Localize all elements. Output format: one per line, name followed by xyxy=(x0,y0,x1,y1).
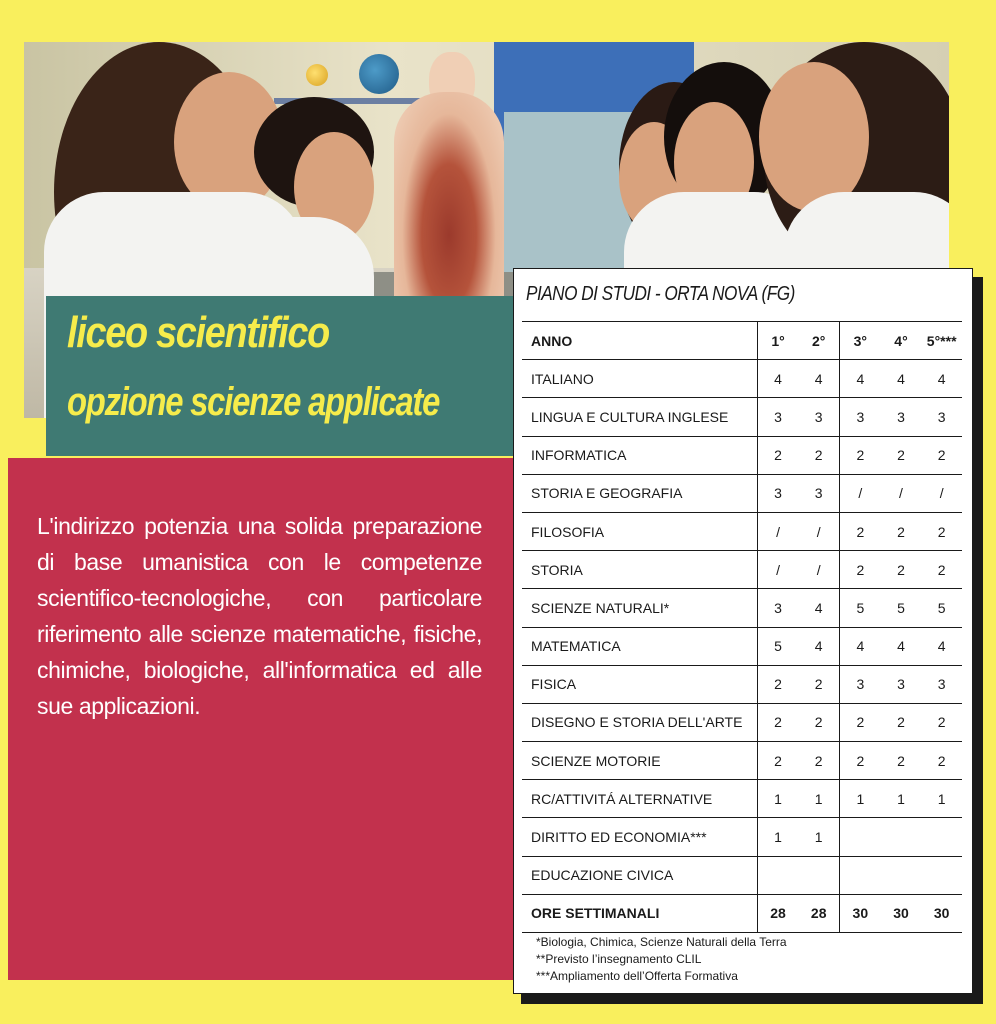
hours-cell: 3 xyxy=(881,398,922,436)
hours-cell: 5 xyxy=(881,589,922,627)
hours-cell: 4 xyxy=(840,627,881,665)
table-row xyxy=(522,512,962,550)
hours-cell xyxy=(921,856,962,894)
hours-cell: 4 xyxy=(798,627,839,665)
hours-cell xyxy=(757,856,798,894)
hours-cell xyxy=(881,856,922,894)
hours-cell: 2 xyxy=(921,703,962,741)
subject-cell: DISEGNO E STORIA DELL'ARTE xyxy=(522,703,757,741)
hours-cell: 1 xyxy=(798,780,839,818)
table-row xyxy=(522,398,962,436)
hours-cell: / xyxy=(840,474,881,512)
hours-cell: 3 xyxy=(757,398,798,436)
subject-cell: INFORMATICA xyxy=(522,436,757,474)
table-row xyxy=(522,551,962,589)
hours-cell: 3 xyxy=(757,474,798,512)
hours-cell: 3 xyxy=(840,398,881,436)
hours-cell xyxy=(921,818,962,856)
hours-cell: 2 xyxy=(881,436,922,474)
footnote: **Previsto l’insegnamento CLIL xyxy=(536,952,702,966)
hours-cell: 2 xyxy=(798,665,839,703)
table-row xyxy=(522,627,962,665)
hours-cell: 2 xyxy=(881,742,922,780)
hours-cell: 2 xyxy=(757,665,798,703)
study-plan-card xyxy=(513,268,973,994)
subject-cell: FISICA xyxy=(522,665,757,703)
hours-cell: 2 xyxy=(921,742,962,780)
study-plan-title: PIANO DI STUDI - ORTA NOVA (FG) xyxy=(526,283,795,305)
hours-cell: 5 xyxy=(921,589,962,627)
hours-cell: / xyxy=(757,512,798,550)
title-line-1: liceo scientifico xyxy=(67,308,329,357)
hours-cell: 2 xyxy=(881,703,922,741)
hours-cell: 4 xyxy=(921,627,962,665)
hours-cell: 3 xyxy=(798,398,839,436)
hours-cell xyxy=(840,856,881,894)
table-row xyxy=(522,818,962,856)
table-row xyxy=(522,360,962,398)
hours-cell: 2 xyxy=(798,742,839,780)
hours-cell: 2 xyxy=(881,551,922,589)
hours-cell: 3 xyxy=(921,665,962,703)
hours-cell: / xyxy=(798,551,839,589)
hours-cell: 3 xyxy=(840,665,881,703)
description-text: L'indirizzo potenzia una solida preparazione di base umanistica con le competenze scientifico-tecnologiche, con particolare riferimento alle scienze matematiche, fisiche, chimiche, biologiche, all'informatica ed alle sue applicazioni. xyxy=(37,513,482,719)
hours-cell: 3 xyxy=(757,589,798,627)
hours-cell: 1 xyxy=(757,818,798,856)
table-row xyxy=(522,665,962,703)
hours-cell: 4 xyxy=(881,360,922,398)
hours-cell: / xyxy=(798,512,839,550)
footnote: *Biologia, Chimica, Scienze Naturali della Terra xyxy=(536,935,787,949)
hours-cell: 5 xyxy=(840,589,881,627)
table-row xyxy=(522,589,962,627)
hours-cell: 1° xyxy=(757,322,798,360)
hours-cell: 4 xyxy=(798,589,839,627)
hours-cell: 30 xyxy=(921,894,962,932)
hours-cell: 1 xyxy=(921,780,962,818)
hours-cell: 2 xyxy=(757,436,798,474)
table-row xyxy=(522,856,962,894)
hours-cell: 2 xyxy=(840,703,881,741)
hours-cell: / xyxy=(881,474,922,512)
footnotes xyxy=(536,934,787,985)
subject-cell: ITALIANO xyxy=(522,360,757,398)
hours-cell: 4 xyxy=(798,360,839,398)
table-row xyxy=(522,703,962,741)
subject-cell: EDUCAZIONE CIVICA xyxy=(522,856,757,894)
hours-cell: 2 xyxy=(798,436,839,474)
hours-cell: 3 xyxy=(921,398,962,436)
hours-cell: 1 xyxy=(840,780,881,818)
subject-cell: ORE SETTIMANALI xyxy=(522,894,757,932)
hours-cell: 30 xyxy=(840,894,881,932)
hours-cell: 2 xyxy=(798,703,839,741)
subject-cell: SCIENZE MOTORIE xyxy=(522,742,757,780)
hours-cell: 1 xyxy=(798,818,839,856)
study-plan-table xyxy=(522,321,962,933)
hours-cell: 1 xyxy=(881,780,922,818)
hours-cell xyxy=(881,818,922,856)
hours-cell: 1 xyxy=(757,780,798,818)
table-header-row xyxy=(522,322,962,360)
title-line-2: opzione scienze applicate xyxy=(67,380,440,424)
hours-cell: 3 xyxy=(798,474,839,512)
table-total-row xyxy=(522,894,962,932)
hours-cell: 4 xyxy=(921,360,962,398)
subject-cell: SCIENZE NATURALI* xyxy=(522,589,757,627)
subject-cell: STORIA xyxy=(522,551,757,589)
hours-cell: 2 xyxy=(921,436,962,474)
subject-cell: DIRITTO ED ECONOMIA*** xyxy=(522,818,757,856)
subject-cell: STORIA E GEOGRAFIA xyxy=(522,474,757,512)
subject-cell: FILOSOFIA xyxy=(522,512,757,550)
hours-cell: 2 xyxy=(840,551,881,589)
footnote: ***Ampliamento dell’Offerta Formativa xyxy=(536,969,738,983)
hours-cell: 5°*** xyxy=(921,322,962,360)
hours-cell: 4° xyxy=(881,322,922,360)
hours-cell: 2 xyxy=(881,512,922,550)
subject-cell: MATEMATICA xyxy=(522,627,757,665)
hours-cell: 2 xyxy=(840,742,881,780)
hours-cell: 4 xyxy=(757,360,798,398)
table-row xyxy=(522,780,962,818)
subject-cell: LINGUA E CULTURA INGLESE xyxy=(522,398,757,436)
hours-cell: 30 xyxy=(881,894,922,932)
hours-cell: 5 xyxy=(757,627,798,665)
hours-cell: 4 xyxy=(840,360,881,398)
hours-cell: 2 xyxy=(757,742,798,780)
hours-cell: 2 xyxy=(840,436,881,474)
hours-cell: 2 xyxy=(921,512,962,550)
subject-cell: ANNO xyxy=(522,322,757,360)
subject-cell: RC/ATTIVITÁ ALTERNATIVE xyxy=(522,780,757,818)
table-row xyxy=(522,474,962,512)
table-row xyxy=(522,742,962,780)
hours-cell: 3° xyxy=(840,322,881,360)
hours-cell: 4 xyxy=(881,627,922,665)
hours-cell xyxy=(798,856,839,894)
hours-cell: 28 xyxy=(757,894,798,932)
hours-cell: / xyxy=(921,474,962,512)
hours-cell: 28 xyxy=(798,894,839,932)
hours-cell: 2 xyxy=(840,512,881,550)
hours-cell: 2 xyxy=(757,703,798,741)
hours-cell xyxy=(840,818,881,856)
hours-cell: 2° xyxy=(798,322,839,360)
hours-cell: 3 xyxy=(881,665,922,703)
hours-cell: / xyxy=(757,551,798,589)
table-row xyxy=(522,436,962,474)
hours-cell: 2 xyxy=(921,551,962,589)
